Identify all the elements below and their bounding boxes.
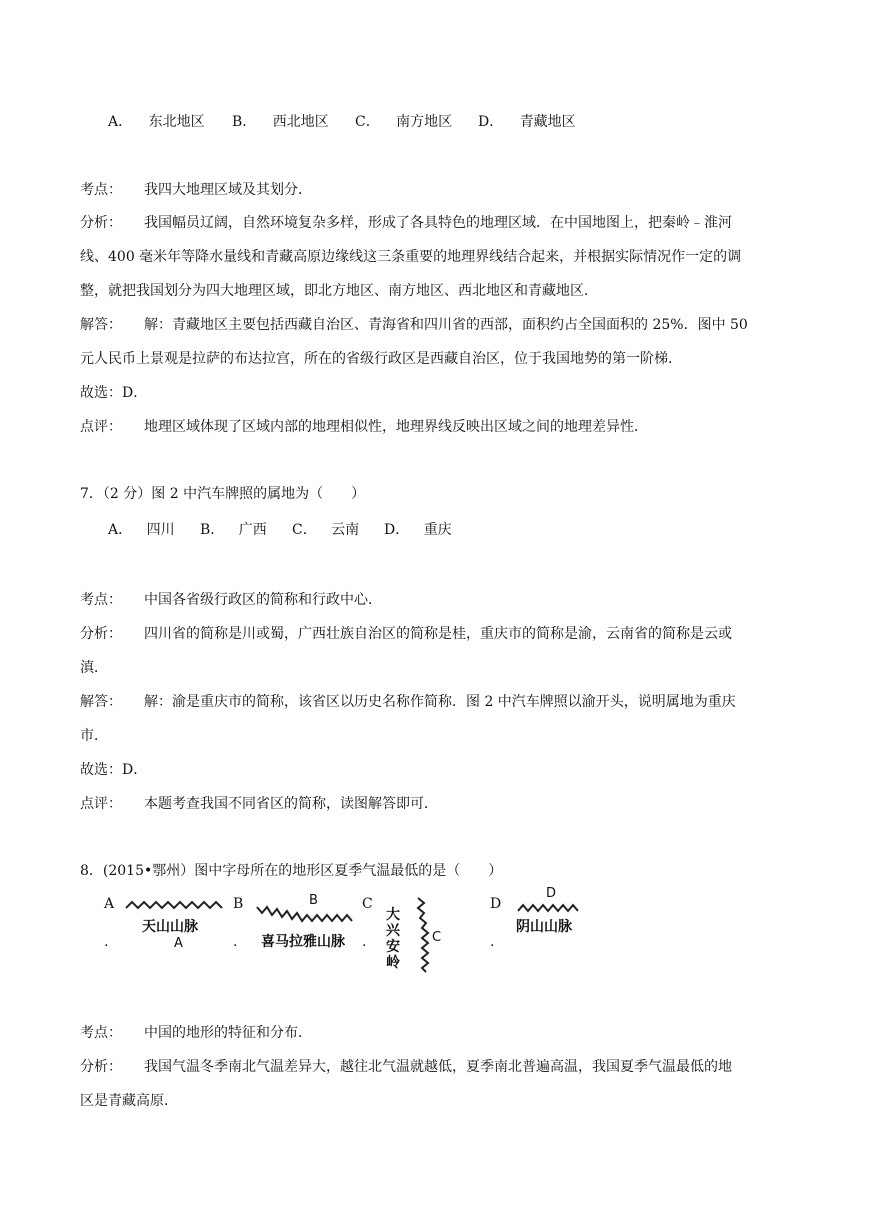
q8-fenxi-line-1 [80, 1057, 732, 1077]
kaodian-text: 中国的地形的特征和分布． [144, 1025, 312, 1041]
q6-option-a[interactable] [108, 112, 205, 132]
mountain-label-char: 大 [386, 907, 400, 923]
jieda-text: 解：渝是重庆市的简称，该省区以历史名称作简称．图 2 中汽车牌照以渝开头，说明属地为重庆 [144, 694, 736, 710]
kaodian-text: 中国各省级行政区的简称和行政中心． [144, 592, 382, 608]
option-letter: A [104, 896, 115, 912]
kaodian-label: 考点： [80, 182, 122, 198]
mountain-ridge-icon [516, 902, 596, 914]
option-dot: . [104, 934, 109, 950]
q7-kaodian [80, 590, 382, 610]
fenxi-label: 分析： [80, 1059, 122, 1075]
fenxi-text: 我国幅员辽阔，自然环境复杂多样，形成了各具特色的地理区域．在中国地图上，把秦岭﹣淮河 [144, 215, 732, 231]
mountain-label-char: 安 [386, 939, 400, 955]
mountain-mark: A [174, 936, 183, 951]
jieda-label: 解答： [80, 317, 122, 333]
option-dot: . [233, 934, 238, 950]
option-letter: D [490, 896, 502, 912]
q8-fenxi-line-2: 区是青藏高原． [80, 1093, 178, 1109]
option-letter: C． [292, 522, 317, 538]
fenxi-label: 分析： [80, 626, 122, 642]
kaodian-label: 考点： [80, 1025, 122, 1041]
himalaya-figure [255, 893, 355, 953]
daxinganling-figure [384, 894, 454, 974]
q6-fenxi-line-1 [80, 213, 732, 233]
q6-option-d[interactable] [478, 112, 576, 132]
option-text: 四川 [146, 522, 175, 538]
q7-dianping [80, 794, 438, 814]
option-letter: C． [355, 114, 380, 130]
q7-option-a[interactable] [108, 520, 175, 540]
q6-option-c[interactable] [355, 112, 452, 132]
option-letter: A． [108, 522, 133, 538]
q6-dianping [80, 417, 648, 437]
dianping-text: 本题考查我国不同省区的简称，读图解答即可． [144, 796, 438, 812]
q6-answer: 故选：D． [80, 385, 148, 401]
mountain-label-char: 岭 [386, 955, 400, 971]
fenxi-text: 四川省的简称是川或蜀，广西壮族自治区的简称是桂，重庆市的简称是渝，云南省的简称是云或 [144, 626, 732, 642]
q7-option-b[interactable] [200, 520, 267, 540]
q7-fenxi-line-1 [80, 624, 732, 644]
fenxi-text: 我国气温冬季南北气温差异大，越往北气温就越低，夏季南北普遍高温，我国夏季气温最低的地 [144, 1059, 732, 1075]
dianping-text: 地理区域体现了区域内部的地理相似性，地理界线反映出区域之间的地理差异性． [144, 419, 648, 435]
option-letter: D． [384, 522, 410, 538]
fenxi-label: 分析： [80, 215, 122, 231]
yinshan-figure [512, 886, 592, 942]
q6-option-b[interactable] [232, 112, 329, 132]
q7-jieda-line-1 [80, 692, 736, 712]
option-letter: B． [200, 522, 225, 538]
q6-fenxi-line-3: 整，就把我国划分为四大地理区域，即北方地区、南方地区、西北地区和青藏地区． [80, 283, 598, 299]
option-letter: A． [108, 114, 133, 130]
q6-jieda-line-1 [80, 315, 748, 335]
mountain-mark: D [546, 886, 557, 901]
q8-stem: 8．(2015•鄂州）图中字母所在的地形区夏季气温最低的是（ ） [80, 863, 503, 879]
mountain-ridge-icon [124, 898, 228, 912]
option-letter: D． [478, 114, 504, 130]
mountain-label: 阴山山脉 [516, 919, 572, 935]
option-dot: . [490, 934, 495, 950]
option-text: 西北地区 [272, 114, 329, 130]
option-dot: . [362, 934, 367, 950]
mountain-mark: B [309, 893, 318, 908]
dianping-label: 点评： [80, 796, 122, 812]
mountain-label: 喜马拉雅山脉 [261, 934, 345, 950]
q6-jieda-line-2: 元人民币上景观是拉萨的布达拉宫，所在的省级行政区是西藏自治区，位于我国地势的第一阶梯． [80, 351, 682, 367]
mountain-ridge-icon [255, 903, 355, 927]
q7-fenxi-line-2: 滇． [80, 660, 108, 676]
q7-jieda-line-2: 市． [80, 728, 108, 744]
option-text: 青藏地区 [519, 114, 576, 130]
jieda-label: 解答： [80, 694, 122, 710]
option-letter: C [362, 896, 373, 912]
mountain-label-char: 兴 [386, 923, 400, 939]
q7-option-c[interactable] [292, 520, 359, 540]
q7-stem: 7．（2 分）图 2 中汽车牌照的属地为（ ） [80, 486, 366, 502]
kaodian-label: 考点： [80, 592, 122, 608]
q7-answer: 故选：D． [80, 762, 148, 778]
mountain-mark: C [432, 930, 442, 945]
q6-kaodian [80, 180, 312, 200]
tianshan-figure [124, 894, 228, 956]
option-text: 东北地区 [148, 114, 205, 130]
option-letter: B． [232, 114, 257, 130]
option-text: 重庆 [423, 522, 452, 538]
dianping-label: 点评： [80, 419, 122, 435]
option-text: 南方地区 [396, 114, 453, 130]
option-letter: B [233, 896, 244, 912]
q8-kaodian [80, 1023, 312, 1043]
mountain-label: 天山山脉 [142, 919, 198, 935]
q6-fenxi-line-2: 线、400 毫米年等降水量线和青藏高原边缘线这三条重要的地理界线结合起来，并根据实际情况作一定的调 [80, 249, 742, 265]
option-text: 广西 [238, 522, 267, 538]
q7-option-d[interactable] [384, 520, 452, 540]
kaodian-text: 我四大地理区域及其划分． [144, 182, 312, 198]
jieda-text: 解：青藏地区主要包括西藏自治区、青海省和四川省的西部，面积约占全国面积的 25%．图中 50 [144, 317, 748, 333]
option-text: 云南 [331, 522, 360, 538]
